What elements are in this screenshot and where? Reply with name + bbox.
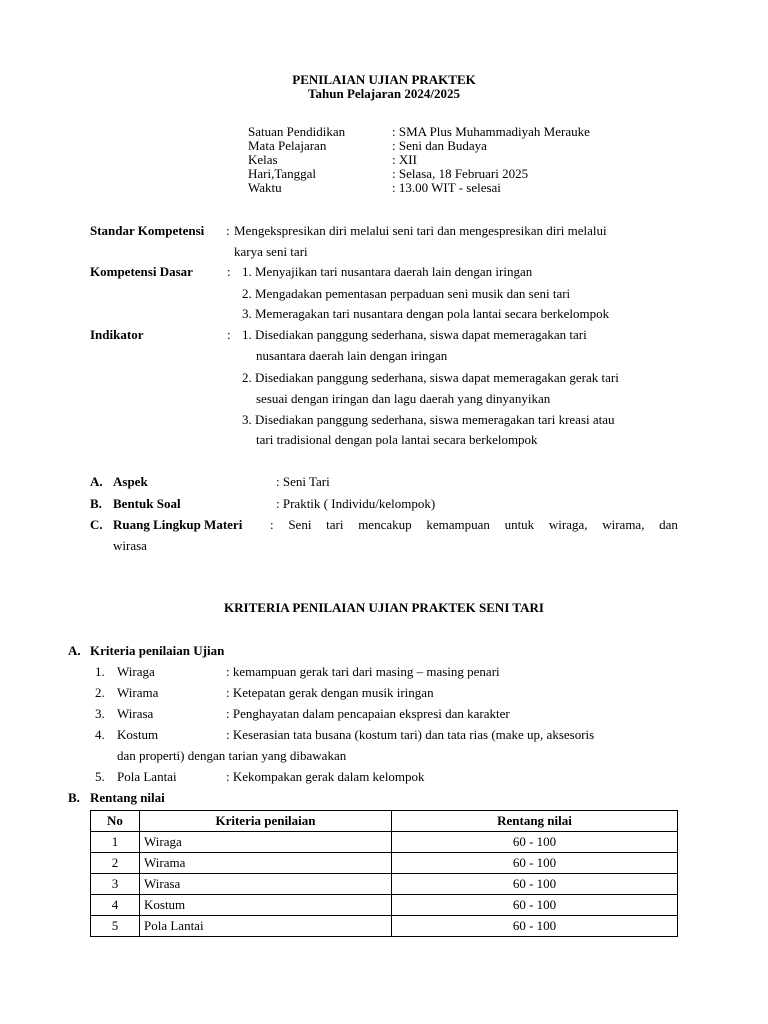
indikator-line: 1. Disediakan panggung sederhana, siswa dapat memeragakan tari [242, 327, 587, 342]
cell-rentang: 60 - 100 [392, 853, 678, 874]
info-label: Kelas [248, 152, 278, 167]
bentuk-soal-letter: B. [90, 496, 102, 511]
info-value: : Selasa, 18 Februari 2025 [392, 166, 529, 181]
kriteria-num: 1. [95, 664, 105, 679]
cell-kriteria: Pola Lantai [140, 916, 392, 937]
info-label: Hari,Tanggal [248, 166, 317, 181]
aspek-label: Aspek [113, 474, 148, 489]
ruang-text [270, 517, 678, 532]
standar-colon: : [226, 223, 230, 238]
info-value: : SMA Plus Muhammadiyah Merauke [392, 124, 590, 139]
info-label: Waktu [248, 180, 282, 195]
cell-no: 2 [91, 853, 140, 874]
info-value: : XII [392, 152, 417, 167]
cell-no: 1 [91, 832, 140, 853]
cell-kriteria: Kostum [140, 895, 392, 916]
section-a-title: Kriteria penilaian Ujian [90, 643, 225, 658]
table-header-row [91, 811, 678, 832]
kriteria-num: 2. [95, 685, 105, 700]
kompetensi-item: 1. Menyajikan tari nusantara daerah lain dengan iringan [242, 264, 533, 279]
kriteria-name: Wiraga [117, 664, 155, 679]
kriteria-desc: : Penghayatan dalam pencapaian ekspresi dan karakter [226, 706, 510, 721]
ruang-word: dan [659, 517, 678, 532]
cell-rentang: 60 - 100 [392, 832, 678, 853]
table-row [91, 916, 678, 937]
kompetensi-item: 3. Memeragakan tari nusantara dengan pola lantai secara berkelompok [242, 306, 610, 321]
table-row [91, 853, 678, 874]
kriteria-name: Pola Lantai [117, 769, 177, 784]
kompetensi-colon: : [227, 264, 231, 279]
col-header-rentang: Rentang nilai [392, 811, 678, 832]
aspek-value: : Seni Tari [276, 474, 330, 489]
table-row [91, 832, 678, 853]
ruang-word: : [270, 517, 274, 532]
indikator-line: tari tradisional dengan pola lantai secara berkelompok [256, 432, 538, 447]
indikator-line: nusantara daerah lain dengan iringan [256, 348, 448, 363]
ruang-word: wirama, [602, 517, 645, 532]
kriteria-num: 4. [95, 727, 105, 742]
ruang-text-cont: wirasa [113, 538, 147, 553]
ruang-word: wiraga, [548, 517, 588, 532]
cell-kriteria: Wirama [140, 853, 392, 874]
kriteria-name: Wirasa [117, 706, 154, 721]
info-label: Satuan Pendidikan [248, 124, 346, 139]
indikator-label: Indikator [90, 327, 144, 342]
standar-text: Mengekspresikan diri melalui seni tari dan mengespresikan diri melalui [234, 223, 607, 238]
kriteria-desc: : kemampuan gerak tari dari masing – masing penari [226, 664, 500, 679]
kriteria-num: 3. [95, 706, 105, 721]
section-b-title: Rentang nilai [90, 790, 165, 805]
cell-no: 3 [91, 874, 140, 895]
info-value: : 13.00 WIT - selesai [392, 180, 501, 195]
kriteria-desc-cont: dan properti) dengan tarian yang dibawakan [117, 748, 347, 763]
bentuk-soal-value: : Praktik ( Individu/kelompok) [276, 496, 436, 511]
cell-kriteria: Wiraga [140, 832, 392, 853]
table-row [91, 874, 678, 895]
ruang-word: Seni [288, 517, 312, 532]
ruang-word: untuk [504, 517, 535, 532]
aspek-letter: A. [90, 474, 103, 489]
cell-rentang: 60 - 100 [392, 916, 678, 937]
kompetensi-label: Kompetensi Dasar [90, 264, 193, 279]
ruang-word: kemampuan [426, 517, 490, 532]
ruang-word: tari [326, 517, 344, 532]
ruang-label: Ruang Lingkup Materi [113, 517, 243, 532]
rentang-nilai-table [90, 810, 678, 937]
page-title: PENILAIAN UJIAN PRAKTEK [292, 72, 476, 87]
indikator-line: 3. Disediakan panggung sederhana, siswa memeragakan tari kreasi atau [242, 412, 615, 427]
kriteria-num: 5. [95, 769, 105, 784]
cell-rentang: 60 - 100 [392, 874, 678, 895]
standar-text: karya seni tari [234, 244, 308, 259]
kriteria-name: Kostum [117, 727, 159, 742]
section-b-letter: B. [68, 790, 80, 805]
bentuk-soal-label: Bentuk Soal [113, 496, 181, 511]
info-label: Mata Pelajaran [248, 138, 327, 153]
standar-label: Standar Kompetensi [90, 223, 205, 238]
indikator-line: sesuai dengan iringan dan lagu daerah yang dinyanyikan [256, 391, 551, 406]
kriteria-desc: : Keserasian tata busana (kostum tari) dan tata rias (make up, aksesoris [226, 727, 595, 742]
cell-no: 4 [91, 895, 140, 916]
cell-kriteria: Wirasa [140, 874, 392, 895]
kriteria-desc: : Kekompakan gerak dalam kelompok [226, 769, 425, 784]
indikator-colon: : [227, 327, 231, 342]
indikator-line: 2. Disediakan panggung sederhana, siswa dapat memeragakan gerak tari [242, 370, 619, 385]
col-header-kriteria: Kriteria penilaian [140, 811, 392, 832]
cell-rentang: 60 - 100 [392, 895, 678, 916]
kriteria-name: Wirama [117, 685, 159, 700]
section-a-letter: A. [68, 643, 81, 658]
ruang-word: mencakup [358, 517, 412, 532]
col-header-no: No [91, 811, 140, 832]
info-value: : Seni dan Budaya [392, 138, 487, 153]
ruang-letter: C. [90, 517, 103, 532]
cell-no: 5 [91, 916, 140, 937]
academic-year: Tahun Pelajaran 2024/2025 [308, 86, 460, 101]
section-title: KRITERIA PENILAIAN UJIAN PRAKTEK SENI TARI [224, 600, 544, 615]
table-row [91, 895, 678, 916]
kompetensi-item: 2. Mengadakan pementasan perpaduan seni musik dan seni tari [242, 286, 571, 301]
kriteria-desc: : Ketepatan gerak dengan musik iringan [226, 685, 434, 700]
